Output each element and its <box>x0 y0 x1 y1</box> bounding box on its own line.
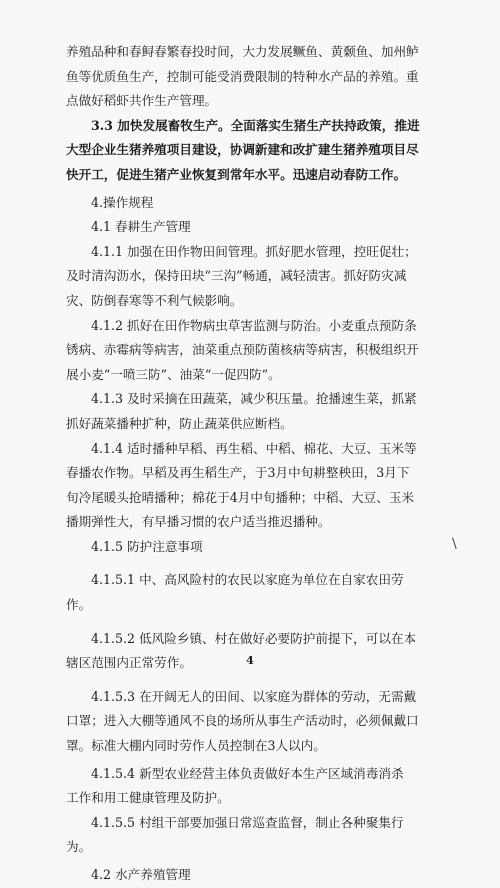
text-line: 工作和用工健康管理及防护。 <box>66 790 230 806</box>
paragraph-4-1-5-4: 4.1.5.4 新型农业经营主体负责做好本生产区域消毒消杀 <box>91 765 404 781</box>
paragraph-4-1-5-2: 4.1.5.2 低风险乡镇、村在做好必要防护前提下，可以在本 <box>91 630 417 646</box>
text-line: 口罩；进入大棚等通风不良的场所从事生产活动时，必须佩戴口 <box>66 713 419 729</box>
text-line: 大型企业生猪养殖项目建设，协调新建和改扩建生猪养殖项目尽 <box>66 142 419 158</box>
text-line: 春播农作物。早稻及再生稻生产，于3月中旬耕整秧田，3月下 <box>66 465 410 481</box>
text-line: 展小麦“一喷三防”、油菜“一促四防”。 <box>66 366 281 382</box>
heading-4-1: 4.1 春耕生产管理 <box>91 219 191 235</box>
page-number: 4 <box>246 654 254 667</box>
text-line: 为。 <box>66 839 92 855</box>
text-line: 快开工，促进生猪产业恢复到常年水平。迅速启动春防工作。 <box>66 166 407 182</box>
text-line: 及时清沟沥水，保持田块“三沟”畅通，减轻渍害。抓好防灾减 <box>66 268 407 284</box>
heading-4-1-5: 4.1.5 防护注意事项 <box>91 538 203 554</box>
paragraph-4-1-5-1: 4.1.5.1 中、高风险村的农民以家庭为单位在自家农田劳 <box>91 572 404 588</box>
text-line: 灾、防倒春寒等不利气候影响。 <box>66 292 243 308</box>
text-line: 播期弹性大，有早播习惯的农户适当推迟播种。 <box>66 514 331 530</box>
paragraph-4-1-4: 4.1.4 适时播种早稻、再生稻、中稻、棉花、大豆、玉米等 <box>91 440 417 456</box>
heading-4: 4.操作规程 <box>91 194 154 210</box>
margin-mark: \ <box>452 536 457 552</box>
paragraph-4-1-5-3: 4.1.5.3 在开阔无人的田间、以家庭为群体的劳动，无需戴 <box>91 688 417 704</box>
text-line: 抓好蔬菜播种扩种，防止蔬菜供应断档。 <box>66 415 293 431</box>
text-line: 旬冷尾暖头抢晴播种；棉花于4月中旬播种；中稻、大豆、玉米 <box>66 489 415 505</box>
paragraph-4-1-1: 4.1.1 加强在田作物田间管理。抓好肥水管理，控旺促壮； <box>91 243 417 259</box>
text-line: 罩。标准大棚内同时劳作人员控制在3人以内。 <box>66 738 326 754</box>
text-line: 作。 <box>66 597 92 613</box>
text-line: 鱼等优质鱼生产，控制可能受消费限制的特种水产品的养殖。重 <box>66 68 419 84</box>
paragraph-4-1-3: 4.1.3 及时采摘在田蔬菜，减少积压量。抢播速生菜，抓紧 <box>91 391 417 407</box>
paragraph-4-1-5-5: 4.1.5.5 村组干部要加强日常巡查监督，制止各种聚集行 <box>91 814 404 830</box>
paragraph-4-1-2: 4.1.2 抓好在田作物病虫草害监测与防治。小麦重点预防条 <box>91 317 417 333</box>
text-line: 点做好稻虾共作生产管理。 <box>66 93 218 109</box>
section-3-3-line: 3.3 加快发展畜牧生产。全面落实生猪生产扶持政策，推进 <box>91 117 420 133</box>
text-line: 养殖品种和春鲟春繁春投时间，大力发展鳜鱼、黄颡鱼、加州鲈 <box>66 44 419 59</box>
heading-4-2: 4.2 水产养殖管理 <box>91 867 191 882</box>
text-line: 辖区范围内正常劳作。 <box>66 655 192 671</box>
text-line: 锈病、赤霉病等病害，油菜重点预防菌核病等病害，积极组织开 <box>66 342 419 358</box>
